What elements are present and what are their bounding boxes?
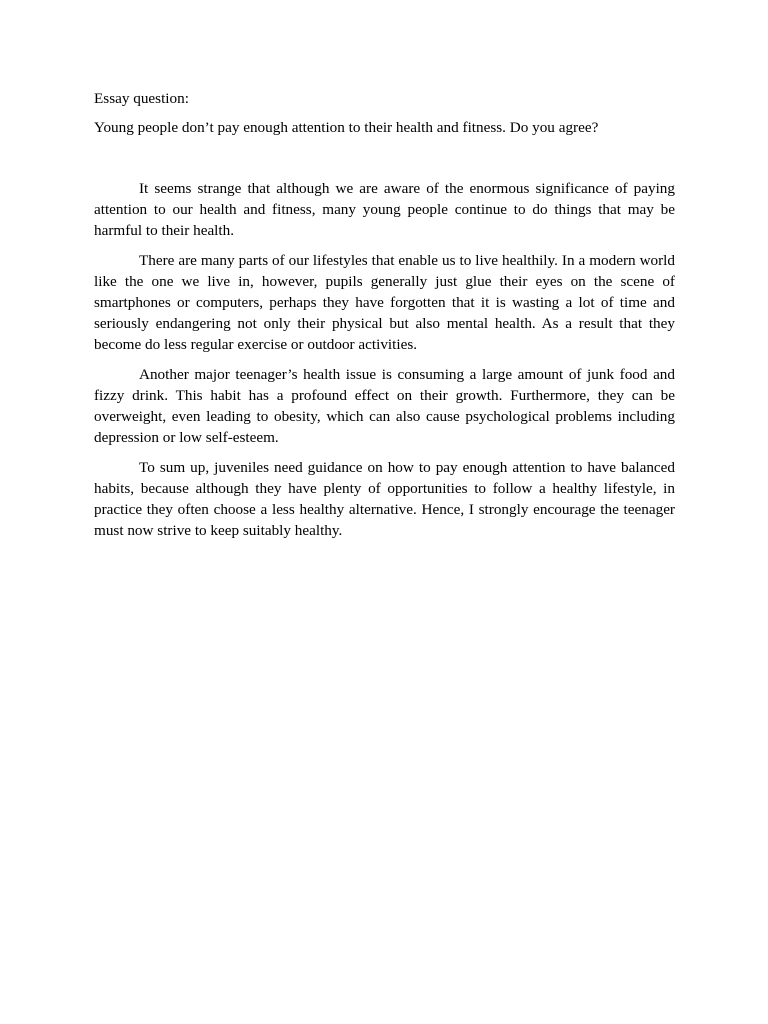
- essay-label: Essay question:: [94, 90, 189, 107]
- essay-question: Young people don’t pay enough attention to their health and fitness. Do you agree?: [94, 119, 599, 136]
- essay-text: [94, 178, 675, 541]
- essay-paragraph-junk-food: Another major teenager’s health issue is consuming a large amount of junk food and fizzy drink. This habit has a profound effect on their growth. Furthermore, they can be overweight, even leading to obesity, which can also cause psychological problems including depression or low self-esteem.: [94, 366, 675, 446]
- essay-paragraph-lifestyle: There are many parts of our lifestyles that enable us to live healthily. In a modern world like the one we live in, however, pupils generally just glue their eyes on the scene of smartphones or computers, perhaps they have forgotten that it is wasting a lot of time and seriously endangering not only their physical but also mental health. As a result that they become do less regular exercise or outdoor activities.: [94, 252, 675, 353]
- essay-paragraph-intro: It seems strange that although we are aware of the enormous significance of paying attention to our health and fitness, many young people continue to do things that may be harmful to their health.: [94, 180, 675, 239]
- document-body: [94, 88, 675, 550]
- essay-paragraph-conclusion: To sum up, juveniles need guidance on how to pay enough attention to have balanced habits, because although they have plenty of opportunities to follow a healthy lifestyle, in practice they often choose a less healthy alternative. Hence, I strongly encourage the teenager must now strive to keep suitably healthy.: [94, 459, 675, 539]
